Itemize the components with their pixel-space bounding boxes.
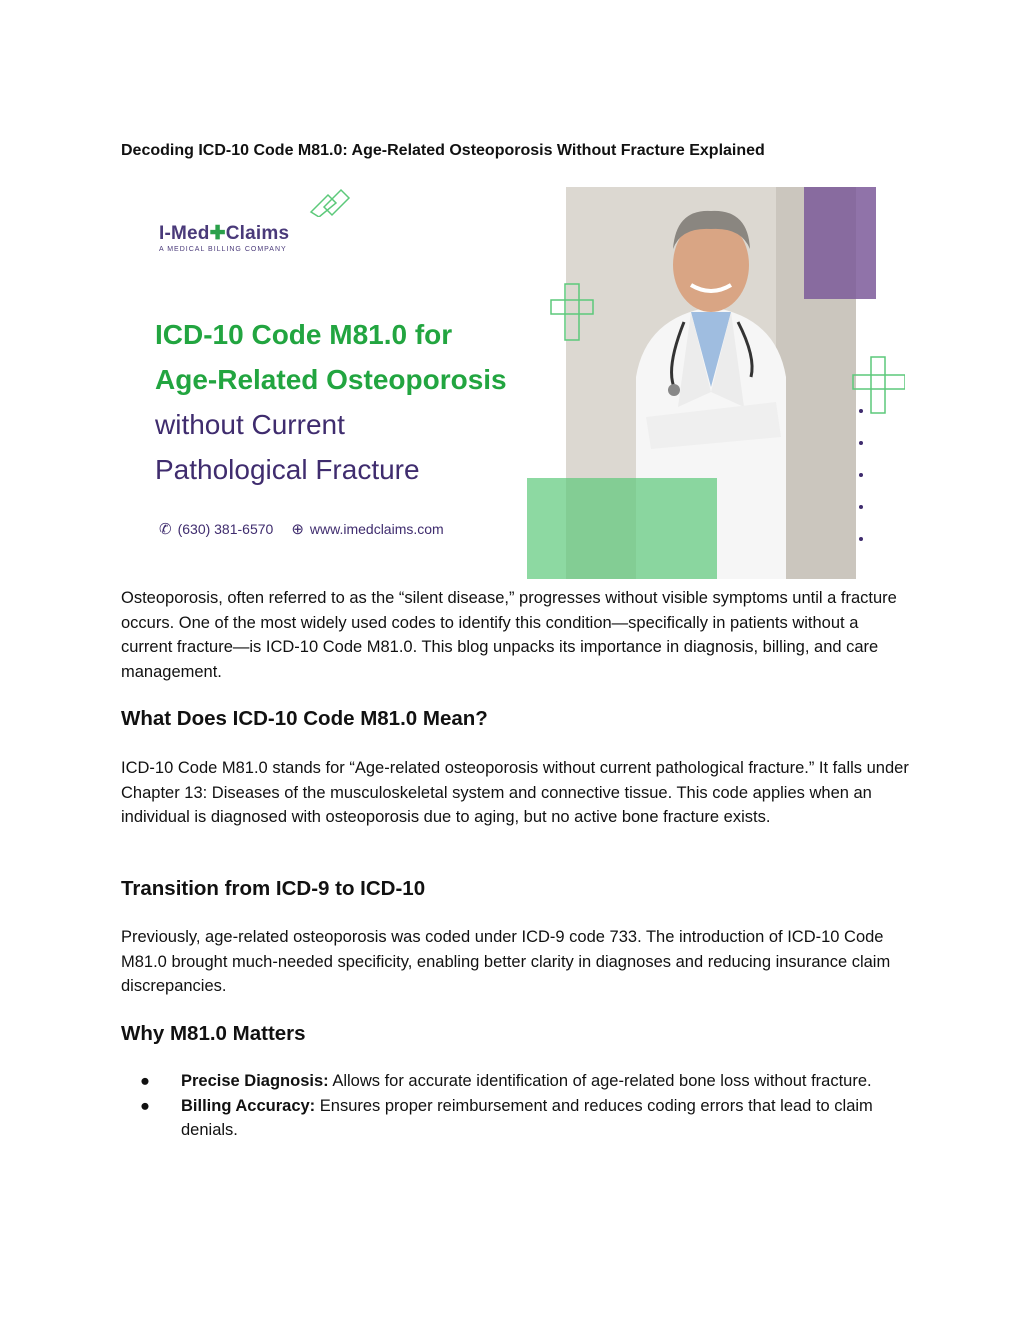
purple-accent-bar — [804, 187, 876, 299]
banner-text-area — [121, 187, 531, 579]
list-item — [140, 1069, 901, 1094]
company-logo — [159, 222, 289, 253]
banner-image — [121, 187, 905, 579]
globe-icon: ⊕ — [291, 521, 304, 538]
banner-headline — [155, 312, 507, 492]
why-matters-list — [140, 1069, 901, 1143]
headline-line-2: Age-Related Osteoporosis — [155, 364, 507, 395]
logo-name-part2: Claims — [225, 223, 290, 244]
phone-icon: ✆ — [159, 521, 172, 538]
list-item-text: Allows for accurate identification of age-related bone loss without fracture. — [328, 1072, 872, 1090]
section-body-transition: Previously, age-related osteoporosis was coded under ICD-9 code 733. The introduction of ICD-10 Code M81.0 brought much-needed specificity, enabling better clarity in diagnoses and reducing insurance claim discrepancies. — [121, 928, 891, 995]
document-title: Decoding ICD-10 Code M81.0: Age-Related Osteoporosis Without Fracture Explained — [121, 142, 765, 159]
section-heading-why-matters: Why M81.0 Matters — [121, 1022, 306, 1045]
headline-line-4: Pathological Fracture — [155, 454, 420, 485]
bullet-icon: ● — [140, 1072, 150, 1090]
banner-contacts — [159, 520, 444, 538]
section-body-meaning: ICD-10 Code M81.0 stands for “Age-related osteoporosis without current pathological fracture.” It falls under Chapter 13: Diseases of the musculoskeletal system and connective tissue. This code applies when an individual is diagnosed with osteoporosis due to aging, but no active bone fracture exists. — [121, 759, 909, 826]
list-item-label: Precise Diagnosis: — [181, 1072, 329, 1090]
list-item — [140, 1094, 901, 1143]
section-heading-meaning: What Does ICD-10 Code M81.0 Mean? — [121, 707, 488, 730]
list-item-text: Ensures proper reimbursement and reduces coding errors that lead to claim denials. — [181, 1096, 873, 1139]
website-url: www.imedclaims.com — [309, 521, 444, 537]
headline-line-3: without Current — [155, 409, 345, 440]
intro-paragraph: Osteoporosis, often referred to as the “silent disease,” progresses without visible symptoms until a fracture occurs. One of the most widely used codes to identify this condition—specifically in patients without a current fracture—is ICD-10 Code M81.0. This blog unpacks its importance in diagnosis, billing, and care management. — [121, 589, 897, 681]
green-accent-bar — [527, 478, 717, 579]
phone-number: (630) 381-6570 — [177, 521, 274, 537]
logo-wordmark — [159, 222, 289, 245]
logo-name-part1: I-Med — [159, 223, 210, 244]
logo-tagline: A MEDICAL BILLING COMPANY — [159, 246, 287, 253]
plus-grid-icon — [549, 282, 595, 342]
plus-grid-icon-2 — [851, 355, 905, 415]
section-heading-transition: Transition from ICD-9 to ICD-10 — [121, 877, 426, 900]
headline-line-1: ICD-10 Code M81.0 for — [155, 319, 453, 350]
cross-icon: ✚ — [209, 223, 226, 244]
lattice-decoration-icon — [306, 187, 356, 217]
bullet-icon: ● — [140, 1096, 150, 1115]
list-item-label: Billing Accuracy: — [181, 1096, 316, 1115]
